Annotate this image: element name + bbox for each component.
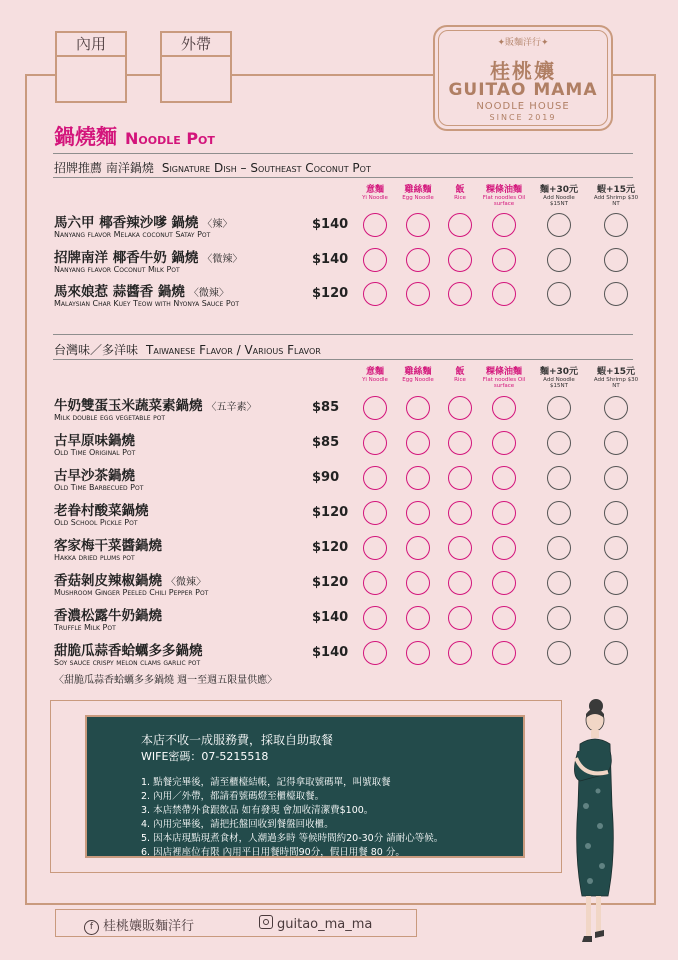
option-checkbox[interactable] xyxy=(604,282,628,306)
board-rule: 1. 點餐完畢後，請至櫃檯結帳，記得拿取號碼單，叫號取餐 xyxy=(141,777,391,788)
option-checkbox[interactable] xyxy=(547,431,571,455)
column-header-en: Add Noodle $15NT xyxy=(543,195,575,207)
tab-takeout[interactable] xyxy=(160,31,232,103)
option-checkbox[interactable] xyxy=(406,213,430,237)
option-checkbox[interactable] xyxy=(547,571,571,595)
option-checkbox[interactable] xyxy=(363,282,387,306)
page-title-zh: 鍋燒麵 xyxy=(54,125,117,149)
option-checkbox[interactable] xyxy=(406,282,430,306)
divider xyxy=(53,359,633,360)
column-header-en: Egg Noodle xyxy=(402,195,434,201)
option-checkbox[interactable] xyxy=(363,501,387,525)
option-checkbox[interactable] xyxy=(492,571,516,595)
board-rule: 5. 因本店現點現煮食材，人潮過多時 等候時間約20-30分 請耐心等候。 xyxy=(141,833,444,844)
board-wifi: WIFE密碼：07-5215518 xyxy=(141,750,269,763)
section-taiwanese-heading xyxy=(54,341,321,358)
menu-item-price: $120 xyxy=(312,286,349,301)
logo-since: SINCE 2019 xyxy=(489,113,557,122)
menu-item-name-en: Hakka dried plums pot xyxy=(54,553,135,562)
spice-tag: 〈辣〉 xyxy=(202,219,233,230)
menu-item-name-en: Old Time Barbecued Pot xyxy=(54,483,144,492)
option-checkbox[interactable] xyxy=(547,466,571,490)
menu-item-name-en: Old Time Original Pot xyxy=(54,448,136,457)
board-rule: 4. 內用完畢後，請把托盤回收到餐盤回收櫃。 xyxy=(141,819,334,830)
limited-supply-note: 〈甜脆瓜蒜香蛤蠣多多鍋燒 週一至週五限量供應〉 xyxy=(54,675,278,686)
menu-item-price: $140 xyxy=(312,217,349,232)
option-checkbox[interactable] xyxy=(363,213,387,237)
option-checkbox[interactable] xyxy=(492,536,516,560)
option-checkbox[interactable] xyxy=(406,248,430,272)
option-checkbox[interactable] xyxy=(604,606,628,630)
option-checkbox[interactable] xyxy=(363,466,387,490)
option-checkbox[interactable] xyxy=(547,641,571,665)
option-checkbox[interactable] xyxy=(406,396,430,420)
menu-item-name-en: Soy sauce crispy melon clams garlic pot xyxy=(54,658,201,667)
option-checkbox[interactable] xyxy=(448,641,472,665)
column-header-en: Rice xyxy=(454,377,466,383)
option-checkbox[interactable] xyxy=(363,396,387,420)
column-header-zh: 粿條油麵 xyxy=(485,185,522,195)
option-checkbox[interactable] xyxy=(363,248,387,272)
column-header-en: Rice xyxy=(454,195,466,201)
menu-item-price: $120 xyxy=(312,505,349,520)
spice-tag: 〈五辛素〉 xyxy=(206,402,257,413)
instagram-icon xyxy=(259,915,273,929)
column-header-en: Flat noodles Oil surface xyxy=(482,195,526,207)
menu-item-name-zh xyxy=(54,280,229,300)
column-header xyxy=(394,368,442,384)
column-header-zh: 麵+30元 xyxy=(539,185,579,195)
option-checkbox[interactable] xyxy=(406,571,430,595)
menu-item-name: 招牌南洋 椰香牛奶 鍋燒 xyxy=(54,249,199,266)
option-checkbox[interactable] xyxy=(406,466,430,490)
column-header-en: Yi Noodle xyxy=(362,195,388,201)
option-checkbox[interactable] xyxy=(492,641,516,665)
menu-item-name: 香濃松露牛奶鍋燒 xyxy=(54,608,162,624)
option-checkbox[interactable] xyxy=(604,536,628,560)
column-header xyxy=(436,368,484,384)
column-header-zh: 雞絲麵 xyxy=(404,185,432,195)
option-checkbox[interactable] xyxy=(604,248,628,272)
menu-item-name: 甜脆瓜蒜香蛤蠣多多鍋燒 xyxy=(54,643,203,659)
menu-item-name-zh xyxy=(54,569,206,589)
section-taiwanese-en: Taiwanese Flavor / Various Flavor xyxy=(146,343,321,357)
divider xyxy=(53,334,633,335)
notice-board-frame xyxy=(50,700,562,873)
section-signature-zh: 招牌推薦 南洋鍋燒 xyxy=(54,161,154,175)
menu-item-price: $140 xyxy=(312,645,349,660)
option-checkbox[interactable] xyxy=(547,248,571,272)
column-header-zh: 蝦+15元 xyxy=(596,367,636,377)
menu-item-name: 古早原味鍋燒 xyxy=(54,433,135,449)
option-checkbox[interactable] xyxy=(547,396,571,420)
option-checkbox[interactable] xyxy=(604,641,628,665)
option-checkbox[interactable] xyxy=(492,466,516,490)
menu-item-name-en: Mushroom Ginger Peeled Chili Pepper Pot xyxy=(54,588,209,597)
column-header-zh: 蝦+15元 xyxy=(596,185,636,195)
column-header-zh: 粿條油麵 xyxy=(485,367,522,377)
menu-item-name: 古早沙茶鍋燒 xyxy=(54,468,135,484)
option-checkbox[interactable] xyxy=(363,641,387,665)
option-checkbox[interactable] xyxy=(604,501,628,525)
menu-item-name-zh xyxy=(54,639,207,659)
brand-logo xyxy=(433,25,613,131)
option-checkbox[interactable] xyxy=(448,431,472,455)
column-header xyxy=(535,186,583,207)
menu-item-price: $85 xyxy=(312,435,340,450)
instagram-handle: guitao_ma_ma xyxy=(277,917,373,932)
page-title-en: Noodle Pot xyxy=(125,129,215,148)
option-checkbox[interactable] xyxy=(363,606,387,630)
menu-item-name-en: Truffle Milk Pot xyxy=(54,623,116,632)
column-header-en: Egg Noodle xyxy=(402,377,434,383)
option-checkbox[interactable] xyxy=(492,501,516,525)
menu-item-name-en: Old School Pickle Pot xyxy=(54,518,138,527)
option-checkbox[interactable] xyxy=(406,536,430,560)
option-checkbox[interactable] xyxy=(406,641,430,665)
column-header xyxy=(394,186,442,202)
option-checkbox[interactable] xyxy=(363,431,387,455)
menu-item-name-en: Malaysian Char Kuey Teow with Nyonya Sauce Pot xyxy=(54,299,240,308)
option-checkbox[interactable] xyxy=(492,606,516,630)
column-header-en: Flat noodles Oil surface xyxy=(482,377,526,389)
logo-tagline: ✦販麵洋行✦ xyxy=(497,38,549,48)
option-checkbox[interactable] xyxy=(604,213,628,237)
option-checkbox[interactable] xyxy=(448,571,472,595)
divider xyxy=(53,177,633,178)
option-checkbox[interactable] xyxy=(448,282,472,306)
option-checkbox[interactable] xyxy=(492,431,516,455)
menu-item-name-en: Nanyang flavor Melaka coconut Satay Pot xyxy=(54,230,211,239)
option-checkbox[interactable] xyxy=(492,282,516,306)
menu-item-price: $85 xyxy=(312,400,340,415)
column-header xyxy=(351,186,399,202)
menu-item-name: 牛奶雙蛋玉米蔬菜素鍋燒 xyxy=(54,398,203,414)
option-checkbox[interactable] xyxy=(448,466,472,490)
option-checkbox[interactable] xyxy=(547,536,571,560)
option-checkbox[interactable] xyxy=(604,571,628,595)
section-signature-en: Signature Dish – Southeast Coconut Pot xyxy=(161,161,371,175)
column-header-zh: 意麵 xyxy=(365,367,384,377)
menu-item-name-en: Nanyang flavor Coconut Milk Pot xyxy=(54,264,180,274)
option-checkbox[interactable] xyxy=(406,606,430,630)
menu-item-price: $140 xyxy=(312,610,349,625)
menu-item-name-zh xyxy=(54,394,257,414)
section-signature-heading xyxy=(54,159,371,176)
menu-item-name-zh xyxy=(54,464,139,484)
option-checkbox[interactable] xyxy=(448,606,472,630)
column-header-zh: 飯 xyxy=(455,185,465,195)
tab-dine-in[interactable] xyxy=(55,31,127,103)
option-checkbox[interactable] xyxy=(448,501,472,525)
option-checkbox[interactable] xyxy=(448,396,472,420)
column-header xyxy=(480,368,528,389)
spice-tag: 〈微辣〉 xyxy=(188,288,229,299)
option-checkbox[interactable] xyxy=(363,571,387,595)
board-rule: 2. 內用／外帶，都請看號碼燈至櫃檯取餐。 xyxy=(141,791,325,802)
qipao-lady-illustration xyxy=(558,696,628,948)
column-header-zh: 麵+30元 xyxy=(539,367,579,377)
board-rule: 6. 因店裡座位有限 內用平日用餐時間90分，假日用餐 80 分。 xyxy=(141,847,405,858)
option-checkbox[interactable] xyxy=(547,282,571,306)
social-footer xyxy=(55,909,417,937)
column-header-zh: 意麵 xyxy=(365,185,384,195)
board-rule: 3. 本店禁帶外食跟飲品 如有發現 會加收清潔費$100。 xyxy=(141,805,374,816)
menu-item-price: $120 xyxy=(312,575,349,590)
spice-tag: 〈微辣〉 xyxy=(166,577,206,588)
column-header xyxy=(480,186,528,207)
menu-item-name-zh xyxy=(54,499,153,519)
menu-item-price: $90 xyxy=(312,470,340,485)
instagram-link[interactable] xyxy=(259,915,372,932)
option-checkbox[interactable] xyxy=(363,536,387,560)
option-checkbox[interactable] xyxy=(604,431,628,455)
column-header xyxy=(535,368,583,389)
option-checkbox[interactable] xyxy=(492,248,516,272)
column-header-en: Add Noodle $15NT xyxy=(543,377,575,389)
facebook-link[interactable] xyxy=(84,915,194,935)
menu-item-name-zh xyxy=(54,211,232,231)
logo-name-zh: 桂桃孃 xyxy=(490,59,556,83)
tab-dine-in-label: 內用 xyxy=(55,31,127,57)
facebook-icon: f xyxy=(84,920,99,935)
tab-takeout-label: 外帶 xyxy=(160,31,232,57)
option-checkbox[interactable] xyxy=(547,501,571,525)
option-checkbox[interactable] xyxy=(547,606,571,630)
column-header-en: Yi Noodle xyxy=(362,377,388,383)
section-taiwanese-zh: 台灣味／多洋味 xyxy=(54,343,139,357)
menu-item-name: 香菇剝皮辣椒鍋燒 xyxy=(54,573,162,589)
option-checkbox[interactable] xyxy=(492,396,516,420)
column-header xyxy=(436,186,484,202)
option-checkbox[interactable] xyxy=(406,431,430,455)
option-checkbox[interactable] xyxy=(448,248,472,272)
option-checkbox[interactable] xyxy=(448,213,472,237)
option-checkbox[interactable] xyxy=(547,213,571,237)
notice-board xyxy=(85,715,525,858)
column-header xyxy=(592,186,640,207)
menu-item-name-zh xyxy=(54,246,242,266)
facebook-handle: 桂桃孃販麵洋行 xyxy=(103,919,195,934)
menu-item-name-en: Milk double egg vegetable pot xyxy=(54,413,166,422)
menu-item-name: 老眷村酸菜鍋燒 xyxy=(54,503,149,519)
column-header xyxy=(351,368,399,384)
column-header xyxy=(592,368,640,389)
menu-item-price: $120 xyxy=(312,540,349,555)
spice-tag: 〈微辣〉 xyxy=(202,253,243,265)
option-checkbox[interactable] xyxy=(406,501,430,525)
menu-item-name: 客家梅干菜醬鍋燒 xyxy=(54,538,162,554)
logo-subtitle: NOODLE HOUSE xyxy=(476,101,570,112)
column-header-en: Add Shrimp $30 NT xyxy=(593,377,639,389)
page-title xyxy=(54,121,215,151)
option-checkbox[interactable] xyxy=(604,466,628,490)
divider xyxy=(53,153,633,154)
menu-item-name: 馬來娘惹 蒜醬香 鍋燒 xyxy=(54,284,185,300)
logo-name-en: GUITAO MAMA xyxy=(448,80,598,100)
column-header-en: Add Shrimp $30 NT xyxy=(593,195,639,207)
option-checkbox[interactable] xyxy=(448,536,472,560)
board-heading: 本店不收一成服務費，採取自助取餐 xyxy=(141,733,334,747)
option-checkbox[interactable] xyxy=(604,396,628,420)
menu-item-price: $140 xyxy=(312,251,349,267)
menu-item-name: 馬六甲 椰香辣沙嗲 鍋燒 xyxy=(54,215,199,231)
menu-item-name-zh xyxy=(54,429,139,449)
column-header-zh: 飯 xyxy=(455,367,465,377)
menu-item-name-zh xyxy=(54,534,166,554)
menu-item-name-zh xyxy=(54,604,166,624)
option-checkbox[interactable] xyxy=(492,213,516,237)
column-header-zh: 雞絲麵 xyxy=(404,367,432,377)
